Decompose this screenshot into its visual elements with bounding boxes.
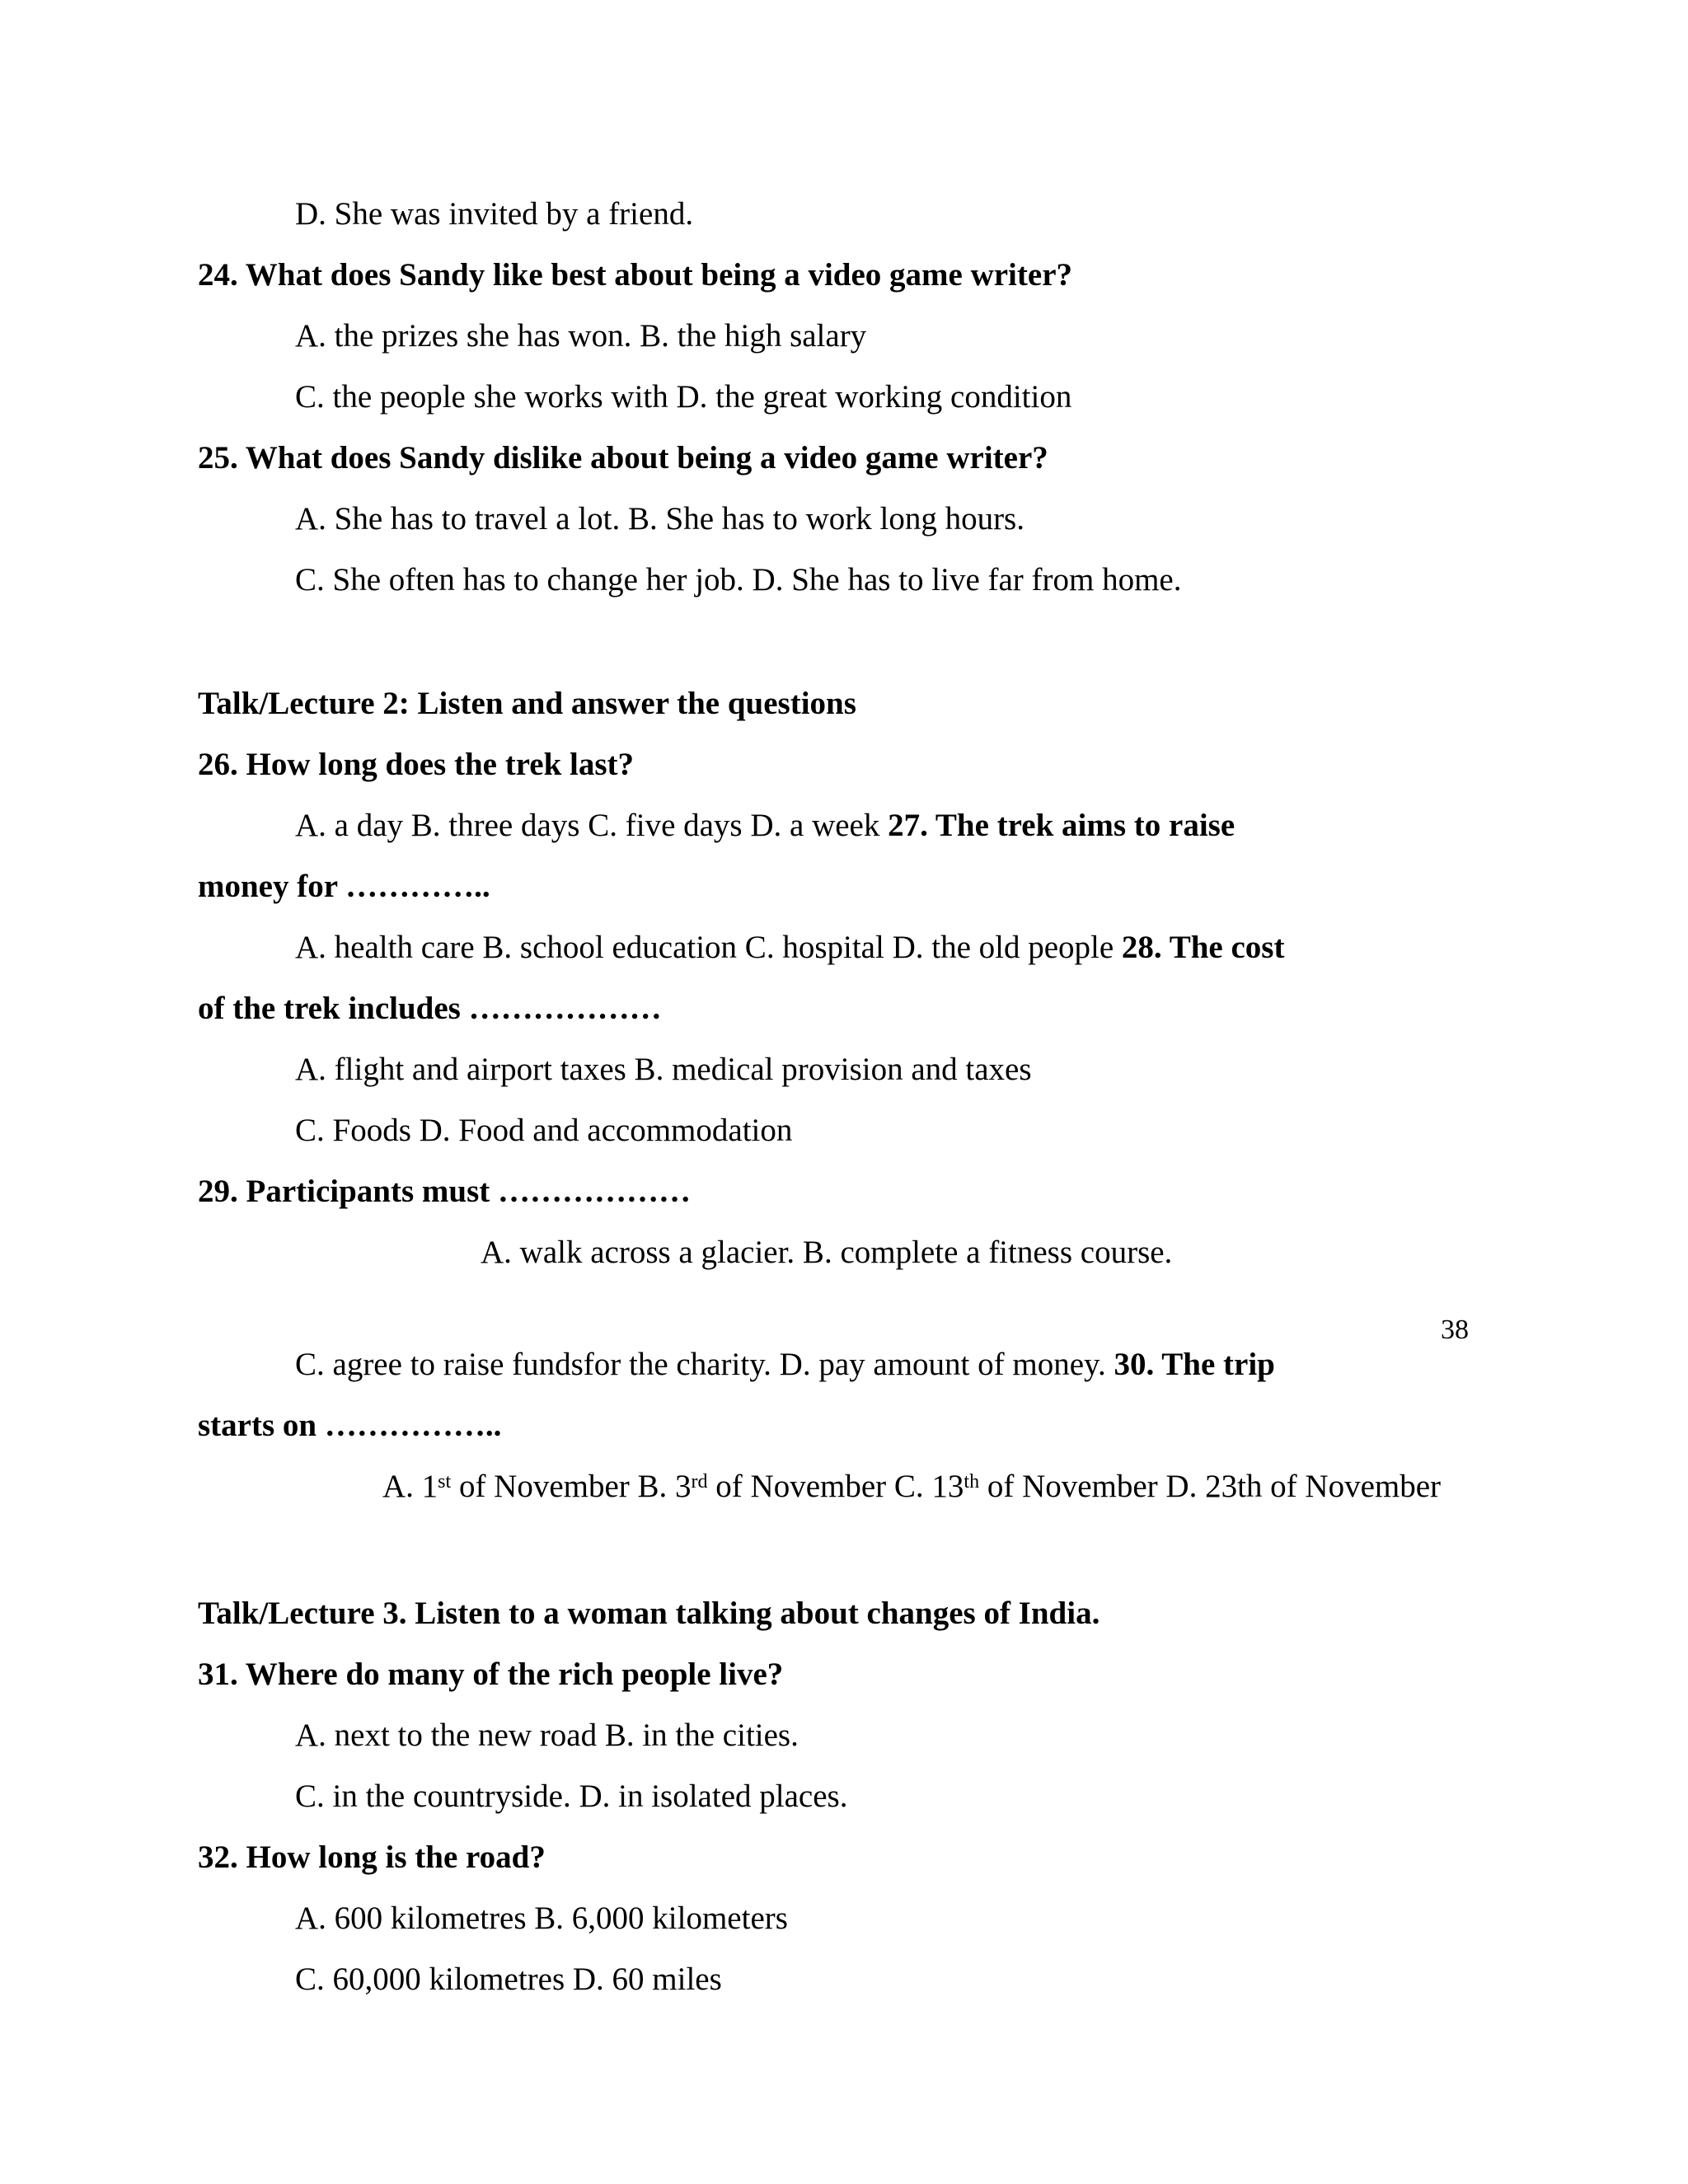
q23-option-d: D. She was invited by a friend. xyxy=(295,196,694,232)
q32-options-cd: C. 60,000 kilometres D. 60 miles xyxy=(295,1961,722,1997)
q28-options-ab: A. flight and airport taxes B. medical provision and taxes xyxy=(295,1052,1032,1087)
q29-options-cd: C. agree to raise fundsfor the charity. D. pay amount of money. xyxy=(295,1347,1114,1382)
q26-options-line xyxy=(295,806,1235,846)
lecture-2-heading: Talk/Lecture 2: Listen and answer the questions xyxy=(198,686,856,721)
lecture-3-heading: Talk/Lecture 3. Listen to a woman talking about changes of India. xyxy=(198,1596,1100,1631)
q27-options: A. health care B. school education C. hospital D. the old people xyxy=(295,930,1122,965)
q29-question: 29. Participants must ……………… xyxy=(198,1174,691,1209)
q29-options-ab: A. walk across a glacier. B. complete a fitness course. xyxy=(481,1235,1173,1270)
q28-options-cd: C. Foods D. Food and accommodation xyxy=(295,1113,793,1148)
q30-question-start: 30. The trip xyxy=(1114,1347,1275,1382)
q32-question: 32. How long is the road? xyxy=(198,1840,546,1875)
q30-question-end: starts on …………….. xyxy=(198,1408,502,1443)
q26-options: A. a day B. three days C. five days D. a week xyxy=(295,808,889,843)
q24-options-ab: A. the prizes she has won. B. the high salary xyxy=(295,318,867,354)
q32-options-ab: A. 600 kilometres B. 6,000 kilometers xyxy=(295,1900,788,1936)
q30-options: A. 1st of November B. 3rd of November C. 13th of November D. 23th of November xyxy=(382,1469,1442,1504)
q31-options-cd: C. in the countryside. D. in isolated places. xyxy=(295,1779,848,1814)
page-number: 38 xyxy=(1441,1315,1469,1345)
q26-question: 26. How long does the trek last? xyxy=(198,747,635,782)
q28-question-end: of the trek includes ……………… xyxy=(198,991,662,1026)
q28-question-start: 28. The cost xyxy=(1121,930,1285,965)
q29-options-line xyxy=(295,1345,1275,1385)
q25-options-cd: C. She often has to change her job. D. She has to live far from home. xyxy=(295,562,1182,598)
q24-question: 24. What does Sandy like best about being a video game writer? xyxy=(198,257,1072,293)
q31-options-ab: A. next to the new road B. in the cities. xyxy=(295,1718,799,1753)
q27-question-start: 27. The trek aims to raise xyxy=(888,808,1236,843)
q31-question: 31. Where do many of the rich people live? xyxy=(198,1657,784,1692)
q24-options-cd: C. the people she works with D. the great working condition xyxy=(295,379,1072,415)
q25-question: 25. What does Sandy dislike about being a video game writer? xyxy=(198,440,1048,476)
q25-options-ab: A. She has to travel a lot. B. She has to work long hours. xyxy=(295,501,1025,537)
q27-options-line xyxy=(295,928,1284,968)
q27-question-end: money for ………….. xyxy=(198,869,490,904)
